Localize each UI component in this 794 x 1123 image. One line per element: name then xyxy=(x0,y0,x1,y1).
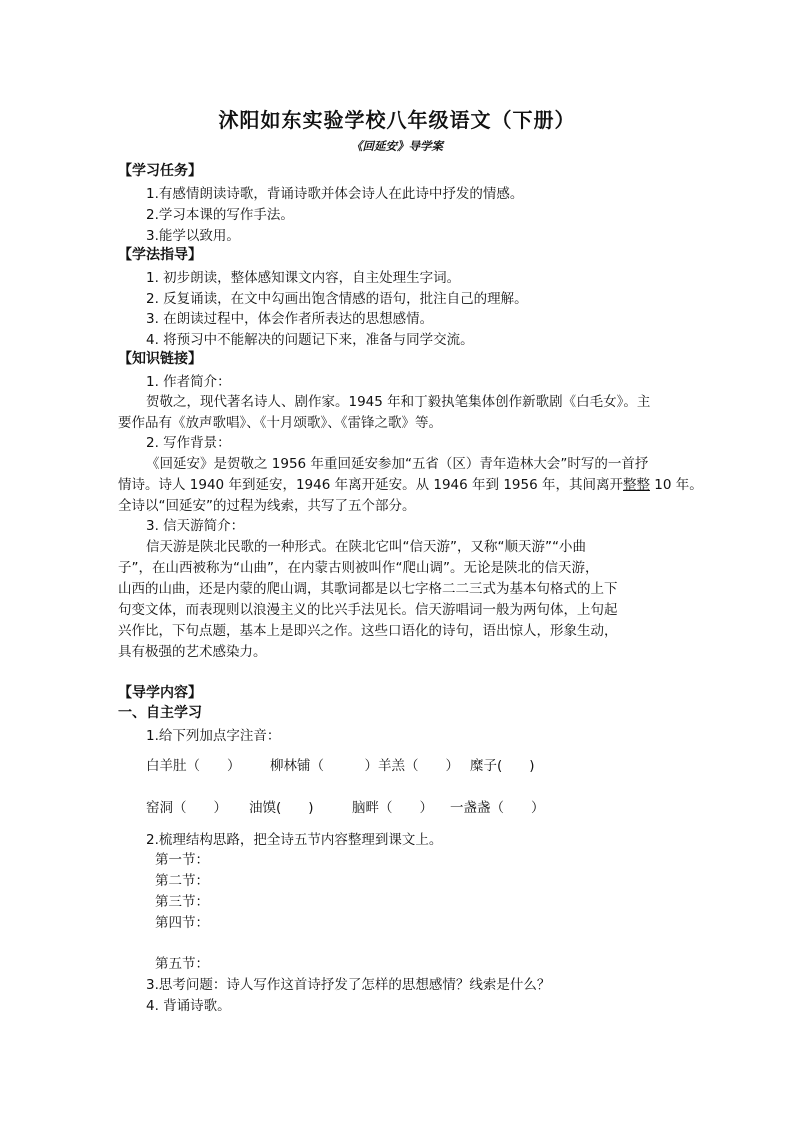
author-text: 要作品有《放声歌唱》、《十月颂歌》、《雷锋之歌》等。 xyxy=(118,415,442,431)
section-self-study: 一、自主学习 xyxy=(118,705,202,721)
pinyin-item: 白羊肚（ ） xyxy=(146,758,241,774)
knowledge-heading: 【知识链接】 xyxy=(118,351,202,367)
xintianyou-text: 兴作比，下句点题，基本上是即兴之作。这些口语化的诗句，语出惊人，形象生动， xyxy=(118,623,618,639)
author-title: 1. 作者简介： xyxy=(146,374,231,390)
xintianyou-title: 3. 信天游简介： xyxy=(146,518,245,534)
page-subtitle: 《回延安》导学案 xyxy=(351,139,443,153)
pinyin-item: 一盏盏（ ） xyxy=(450,800,545,816)
method-item: 2. 反复诵读，在文中勾画出饱含情感的语句，批注自己的理解。 xyxy=(146,291,528,307)
tasks-heading: 【学习任务】 xyxy=(118,163,202,179)
question-4: 4. 背诵诗歌。 xyxy=(146,998,231,1014)
pinyin-item: 油馍( ) xyxy=(249,800,314,816)
question-3: 3.思考问题：诗人写作这首诗抒发了怎样的思想感情？线索是什么？ xyxy=(146,977,551,993)
page-title: 沭阳如东实验学校八年级语文（下册） xyxy=(218,108,576,132)
section-line: 第五节： xyxy=(155,956,209,972)
question-1: 1.给下列加点字注音： xyxy=(146,728,281,744)
section-line: 第一节： xyxy=(155,852,209,868)
background-text: 全诗以“回延安”的过程为线索，共写了五个部分。 xyxy=(118,498,416,514)
task-item: 2.学习本课的写作手法。 xyxy=(146,207,294,223)
method-item: 4. 将预习中不能解决的问题记下来，准备与同学交流。 xyxy=(146,332,474,348)
task-item: 1.有感情朗读诗歌，背诵诗歌并体会诗人在此诗中抒发的情感。 xyxy=(146,186,524,202)
xintianyou-text: 信天游是陕北民歌的一种形式。在陕北它叫“信天游”，又称“顺天游”“小曲 xyxy=(146,539,586,555)
background-text: 《回延安》是贺敬之 1956 年重回延安参加“五省（区）青年造林大会”时写的一首抒 xyxy=(146,456,649,472)
guide-heading: 【导学内容】 xyxy=(118,685,202,701)
section-line: 第二节： xyxy=(155,873,209,889)
question-2: 2.梳理结构思路，把全诗五节内容整理到课文上。 xyxy=(146,832,443,848)
xintianyou-text: 句变文体，而表现则以浪漫主义的比兴手法见长。信天游唱词一般为两句体，上句起 xyxy=(118,602,618,618)
pinyin-item: 糜子( ) xyxy=(470,758,535,774)
xintianyou-text: 具有极强的艺术感染力。 xyxy=(118,644,267,660)
underlined-word: 整整 xyxy=(622,477,650,493)
task-item: 3.能学以致用。 xyxy=(146,228,240,244)
background-text: 情诗。诗人 1940 年到延安，1946 年离开延安。从 1946 年到 1956 年，其间离开整整 10 年。 xyxy=(118,477,703,493)
method-item: 1. 初步朗读，整体感知课文内容，自主处理生字词。 xyxy=(146,270,461,286)
xintianyou-text: 子”，在山西被称为“山曲”，在内蒙古则被叫作“爬山调”。无论是陕北的信天游， xyxy=(118,560,599,576)
author-text: 贺敬之，现代著名诗人、剧作家。1945 年和丁毅执笔集体创作新歌剧《白毛女》。主 xyxy=(146,394,651,410)
pinyin-item: 柳林铺（ ）羊羔（ ） xyxy=(270,758,459,774)
method-heading: 【学法指导】 xyxy=(118,247,202,263)
background-title: 2. 写作背景： xyxy=(146,435,231,451)
section-line: 第四节： xyxy=(155,915,209,931)
pinyin-item: 窑洞（ ） xyxy=(146,800,227,816)
section-line: 第三节： xyxy=(155,894,209,910)
xintianyou-text: 山西的山曲，还是内蒙的爬山调，其歌词都是以七字格二二三式为基本句格式的上下 xyxy=(118,581,618,597)
method-item: 3. 在朗读过程中，体会作者所表达的思想感情。 xyxy=(146,311,434,327)
pinyin-item: 脑畔（ ） xyxy=(352,800,433,816)
